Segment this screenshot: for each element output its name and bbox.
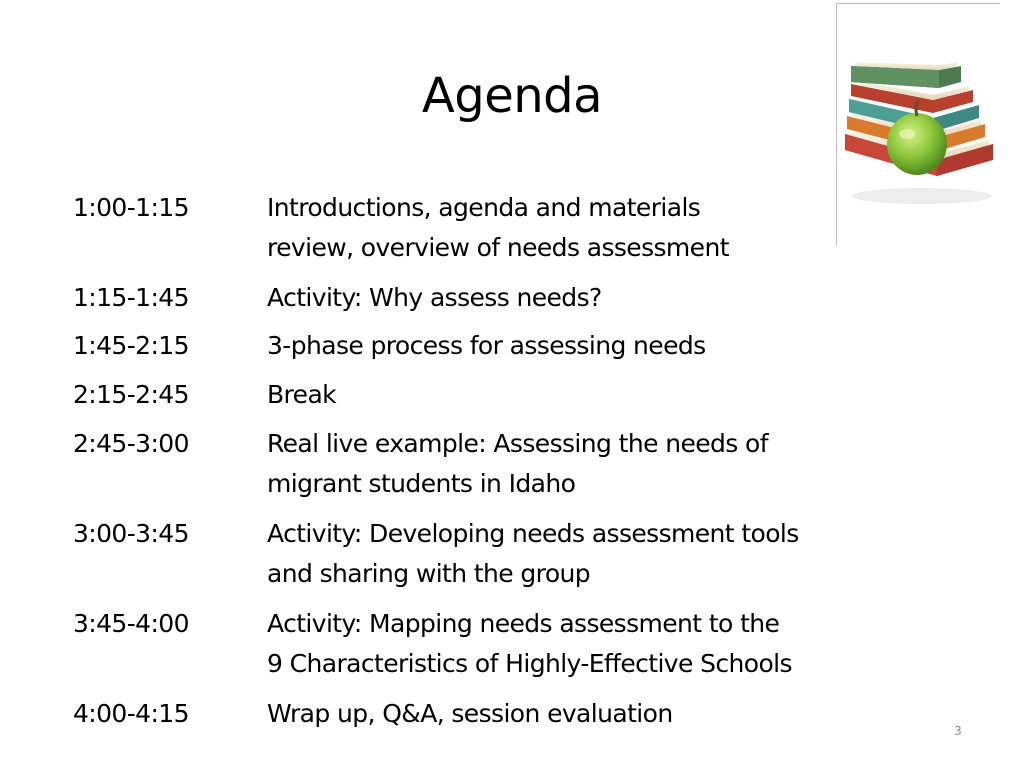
agenda-row <box>73 188 913 278</box>
agenda-time: 3:45-4:00 <box>73 609 189 638</box>
agenda-row <box>73 424 913 514</box>
agenda-time: 1:00-1:15 <box>73 193 189 222</box>
agenda-row <box>73 278 913 326</box>
slide-title: Agenda <box>421 68 603 124</box>
agenda-row <box>73 326 913 375</box>
agenda-time: 4:00-4:15 <box>73 699 189 728</box>
agenda-time: 2:45-3:00 <box>73 429 189 458</box>
agenda-time: 1:15-1:45 <box>73 283 189 312</box>
agenda-row <box>73 694 913 734</box>
agenda-description: Activity: Developing needs assessment tools and sharing with the group <box>267 519 799 588</box>
agenda-description: Activity: Why assess needs? <box>267 283 602 312</box>
agenda-time: 3:00-3:45 <box>73 519 189 548</box>
agenda-description: Break <box>267 380 337 409</box>
agenda-description: Activity: Mapping needs assessment to the 9 Characteristics of Highly-Effective Schools <box>267 609 792 678</box>
agenda-description: Introductions, agenda and materials review, overview of needs assessment <box>267 193 729 262</box>
agenda-description: Real live example: Assessing the needs of migrant students in Idaho <box>267 429 768 498</box>
agenda-description: 3-phase process for assessing needs <box>267 331 706 360</box>
agenda-row <box>73 375 913 424</box>
page-number: 3 <box>954 724 962 738</box>
agenda-row <box>73 514 913 604</box>
agenda-list <box>73 188 913 734</box>
agenda-time: 1:45-2:15 <box>73 331 189 360</box>
agenda-description: Wrap up, Q&A, session evaluation <box>267 699 673 728</box>
agenda-time: 2:15-2:45 <box>73 380 189 409</box>
agenda-row <box>73 604 913 694</box>
